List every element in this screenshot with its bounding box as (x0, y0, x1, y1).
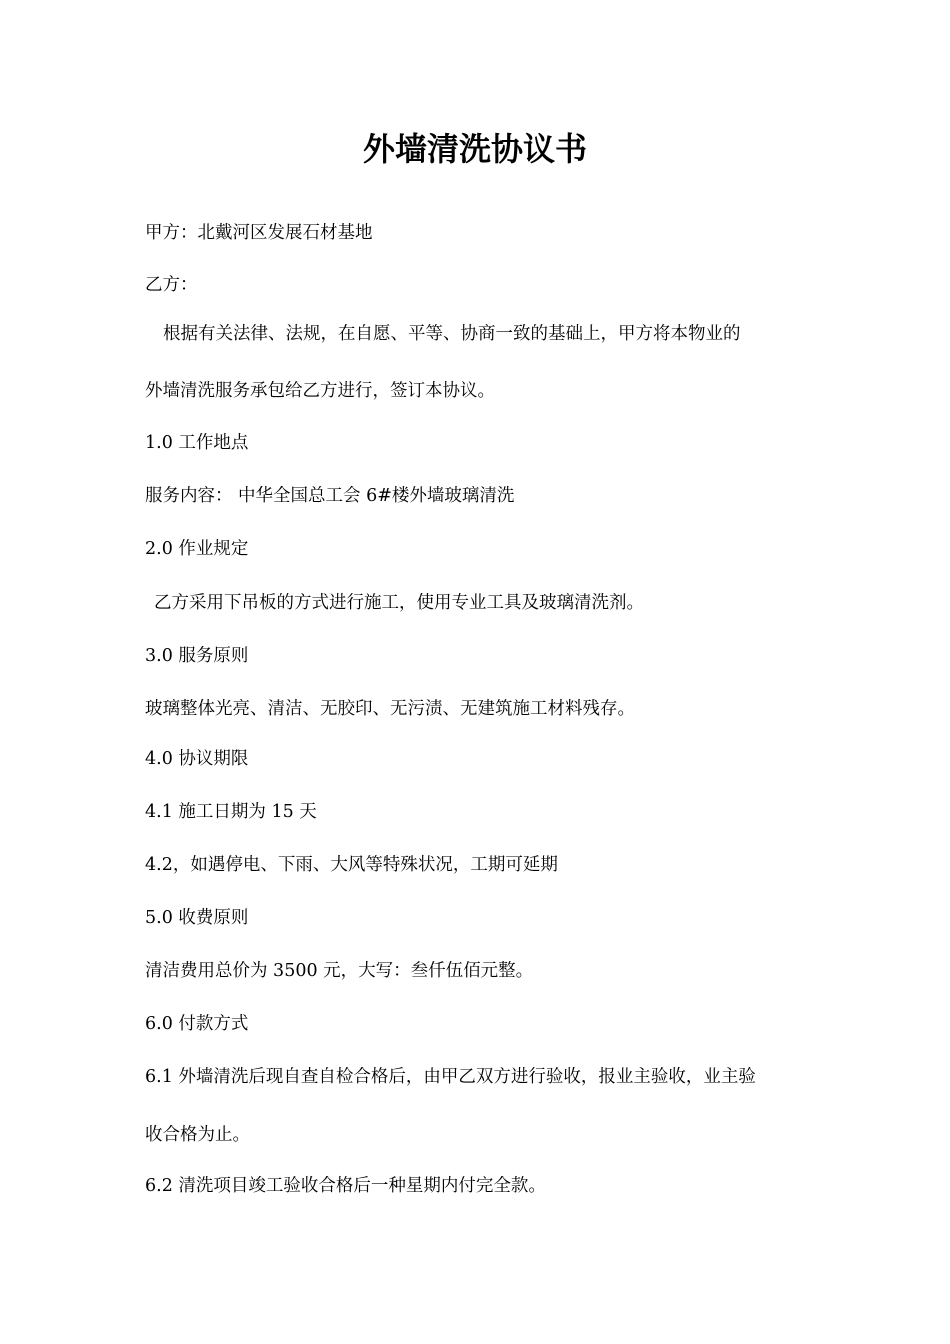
term-item-4-1: 4.1 施工日期为 15 天 (145, 802, 317, 822)
payment-item-6-1-line-2: 收合格为止。 (145, 1125, 250, 1145)
fee-text: 清洁费用总价为 3500 元，大写：叁仟伍佰元整。 (145, 961, 534, 981)
document-title: 外墙清洗协议书 (362, 130, 587, 168)
section-heading-work-location: 1.0 工作地点 (145, 433, 249, 453)
service-principle-text: 玻璃整体光亮、清洁、无胶印、无污渍、无建筑施工材料残存。 (145, 699, 635, 719)
service-content-line: 服务内容： 中华全国总工会 6#楼外墙玻璃清洗 (145, 486, 515, 506)
payment-item-6-2: 6.2 清洗项目竣工验收合格后一种星期内付完全款。 (145, 1176, 546, 1196)
section-heading-fee-principle: 5.0 收费原则 (145, 908, 249, 928)
party-a-line: 甲方：北戴河区发展石材基地 (145, 223, 373, 243)
intro-paragraph-line-2: 外墙清洗服务承包给乙方进行，签订本协议。 (145, 381, 495, 401)
section-heading-agreement-term: 4.0 协议期限 (145, 749, 249, 769)
party-b-line: 乙方： (145, 275, 198, 295)
section-heading-service-principle: 3.0 服务原则 (145, 646, 249, 666)
intro-paragraph-line-1: 根据有关法律、法规，在自愿、平等、协商一致的基础上，甲方将本物业的 (163, 324, 741, 344)
term-item-4-2: 4.2，如遇停电、下雨、大风等特殊状况，工期可延期 (145, 855, 558, 875)
section-heading-work-rules: 2.0 作业规定 (145, 539, 249, 559)
payment-item-6-1-line-1: 6.1 外墙清洗后现自查自检合格后，由甲乙双方进行验收，报业主验收，业主验 (145, 1067, 756, 1087)
section-heading-payment-method: 6.0 付款方式 (145, 1014, 249, 1034)
work-rules-text: 乙方采用下吊板的方式进行施工，使用专业工具及玻璃清洗剂。 (154, 593, 644, 613)
